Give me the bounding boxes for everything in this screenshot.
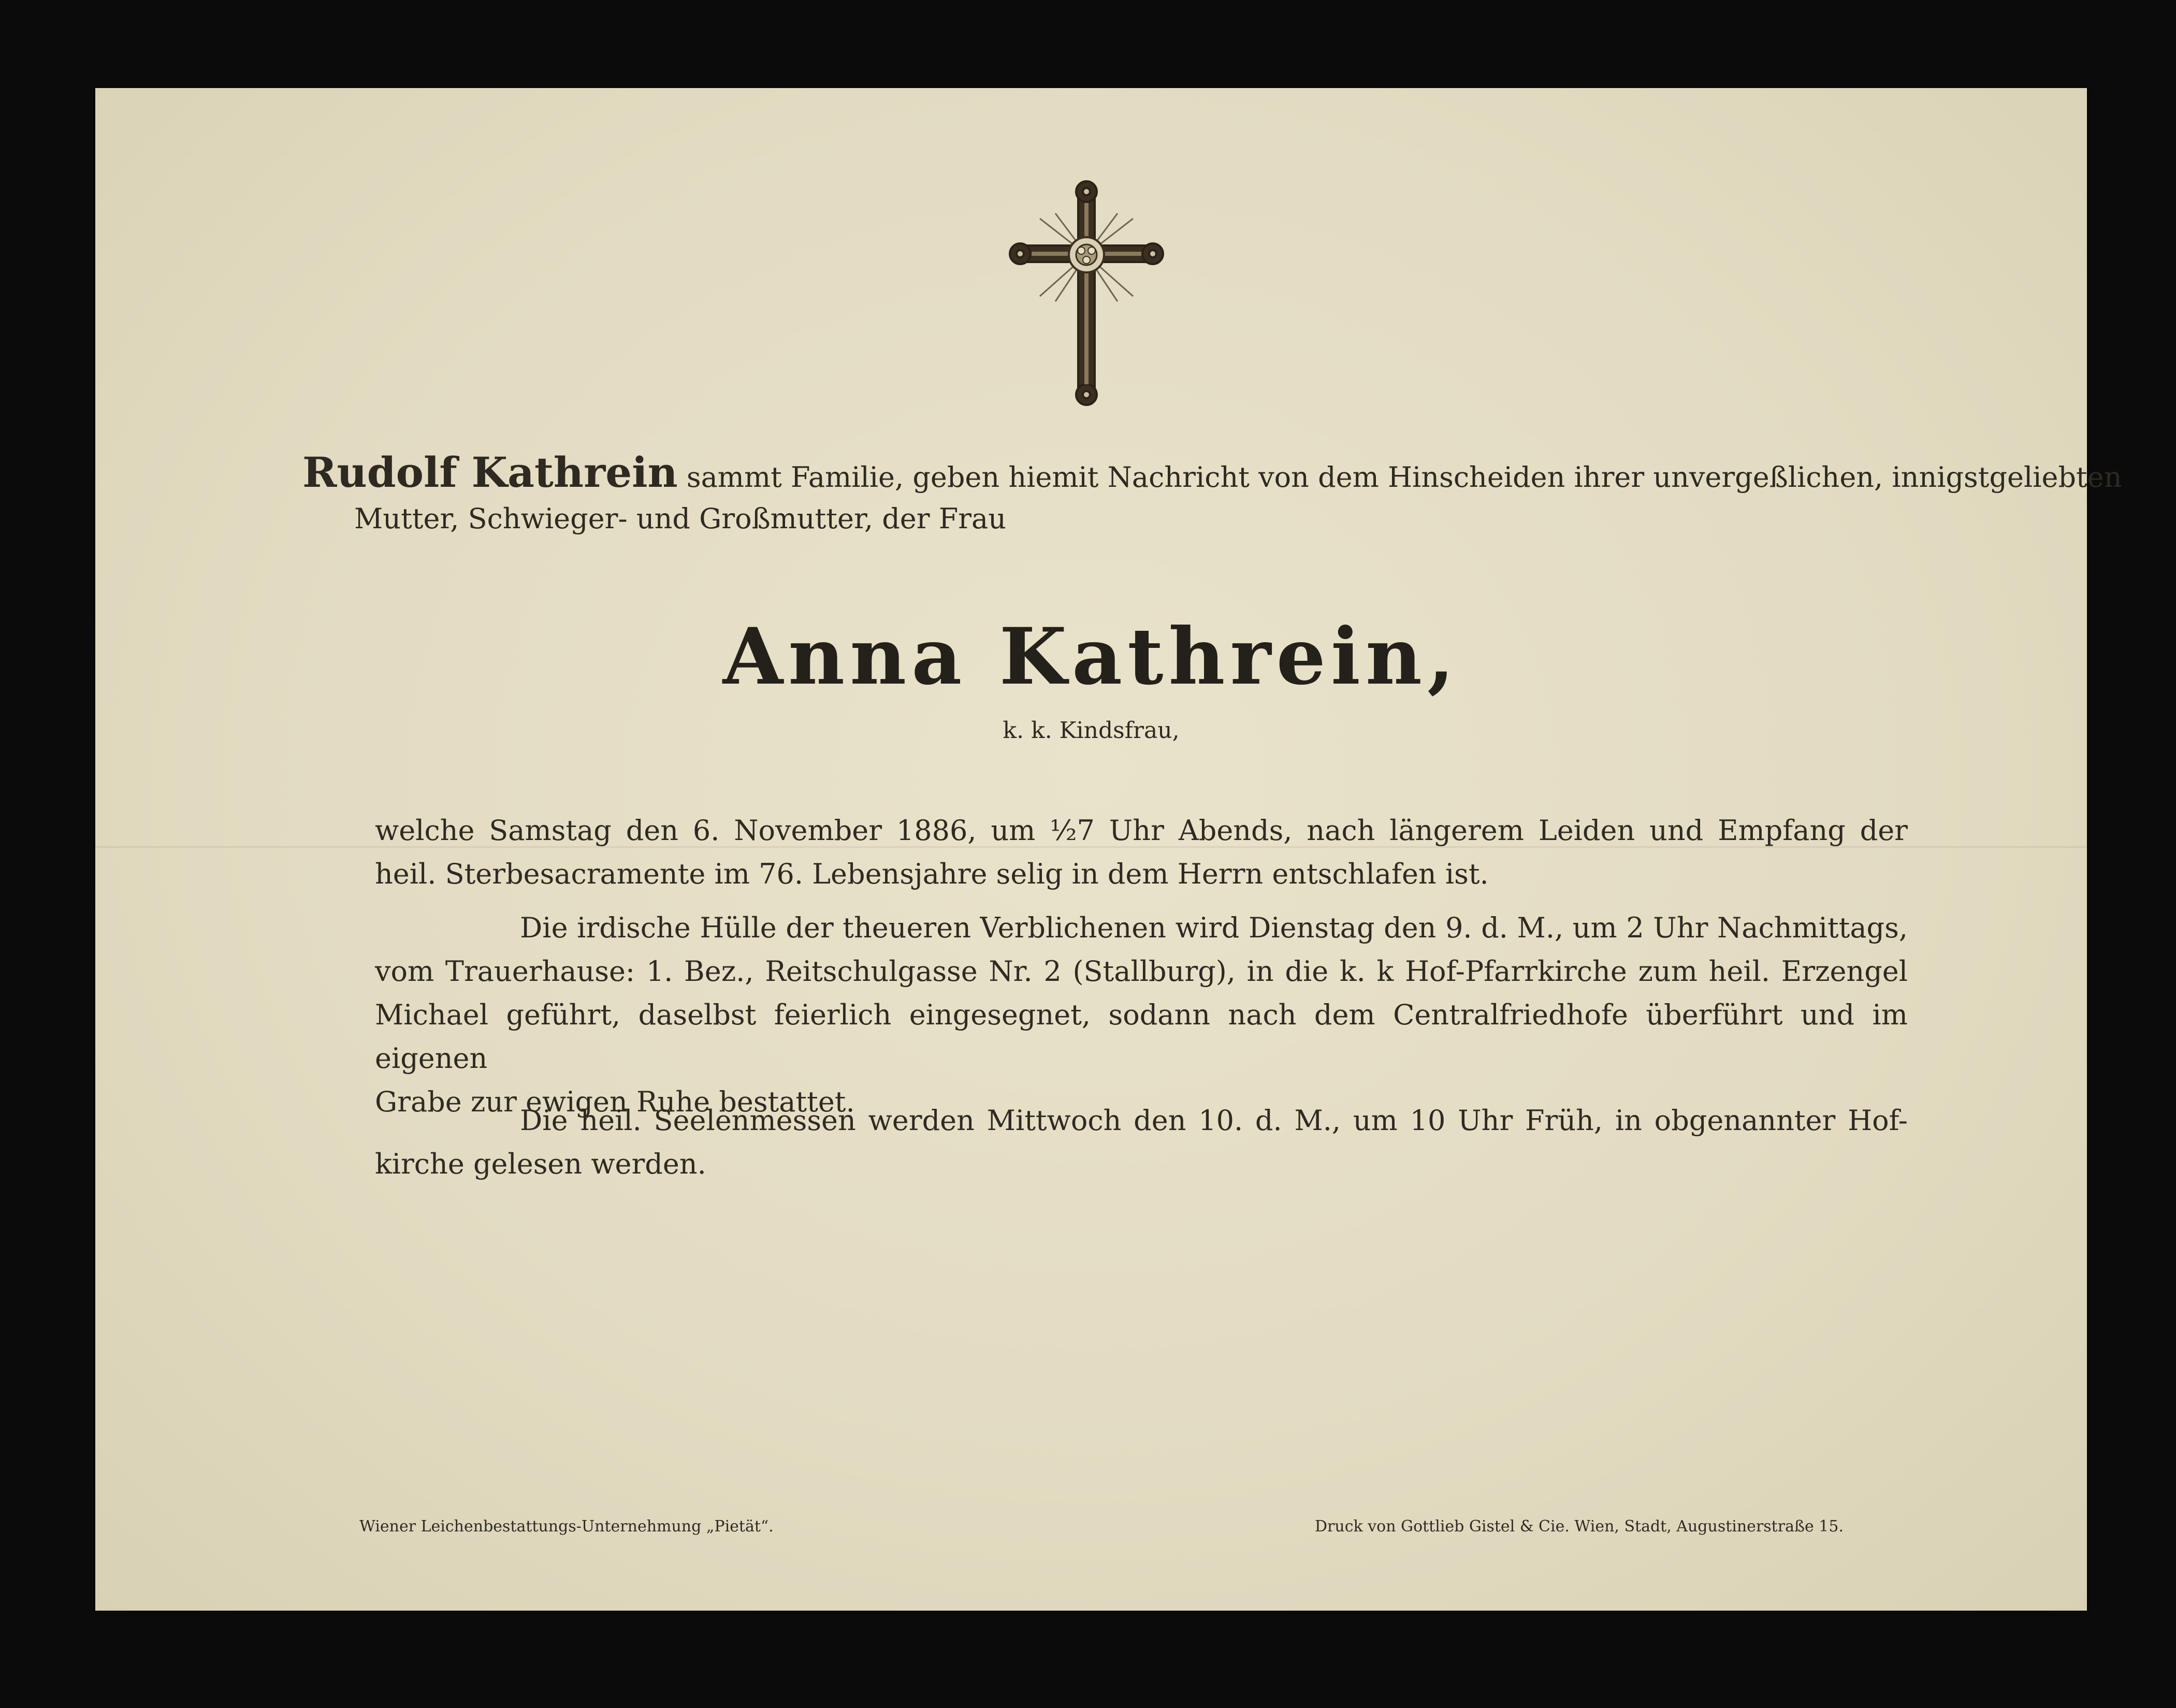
funeral-line: Die irdische Hülle der theueren Verblichenen wird Dienstag den 9. d. M., um 2 Uhr Nachmittags, — [520, 911, 1908, 944]
funeral-line: vom Trauerhause: 1. Bez., Reitschulgasse Nr. 2 (Stallburg), in die k. k Hof-Pfarrkirche zum heil. Erzengel — [375, 955, 1908, 988]
ornamental-cross-icon — [1009, 177, 1164, 410]
printer-credit: Druck von Gottlieb Gistel & Cie. Wien, Stadt, Augustinerstraße 15. — [1315, 1517, 1844, 1536]
undertaker-credit: Wiener Leichenbestattungs-Unternehmung „Pietät“. — [359, 1517, 774, 1536]
obituary-sheet — [95, 88, 2122, 1611]
family-member-name: Rudolf Kathrein — [302, 448, 678, 497]
intro-paragraph — [302, 448, 2122, 540]
funeral-line: Michael geführt, daselbst feierlich eingesegnet, sodann nach dem Centralfriedhofe überführt und im eigenen — [375, 998, 1908, 1075]
deceased-name: Anna Kathrein, — [722, 611, 1460, 702]
mass-line: Die heil. Seelenmessen werden Mittwoch den 10. d. M., um 10 Uhr Früh, in obgenannter Hof- — [520, 1104, 1908, 1137]
death-line: welche Samstag den 6. November 1886, um ½7 Uhr Abends, nach längerem Leiden und Empfang der — [375, 814, 1908, 847]
funeral-paragraph — [375, 906, 1908, 1124]
intro-line-2: Mutter, Schwieger- und Großmutter, der Frau — [354, 502, 1006, 535]
deceased-title: k. k. Kindsfrau, — [1003, 717, 1180, 744]
funeral-line: Grabe zur ewigen Ruhe bestattet. — [375, 1085, 855, 1118]
death-line: heil. Sterbesacramente im 76. Lebensjahre selig in dem Herrn entschlafen ist. — [375, 858, 1489, 890]
intro-line-1 — [302, 448, 2122, 498]
mass-paragraph — [375, 1099, 1908, 1186]
mass-line: kirche gelesen werden. — [375, 1148, 706, 1180]
death-paragraph — [375, 809, 1908, 896]
intro-line-1-rest: sammt Familie, geben hiemit Nachricht von dem Hinscheiden ihrer unvergeßlichen, innigstgeliebten — [677, 461, 2122, 494]
